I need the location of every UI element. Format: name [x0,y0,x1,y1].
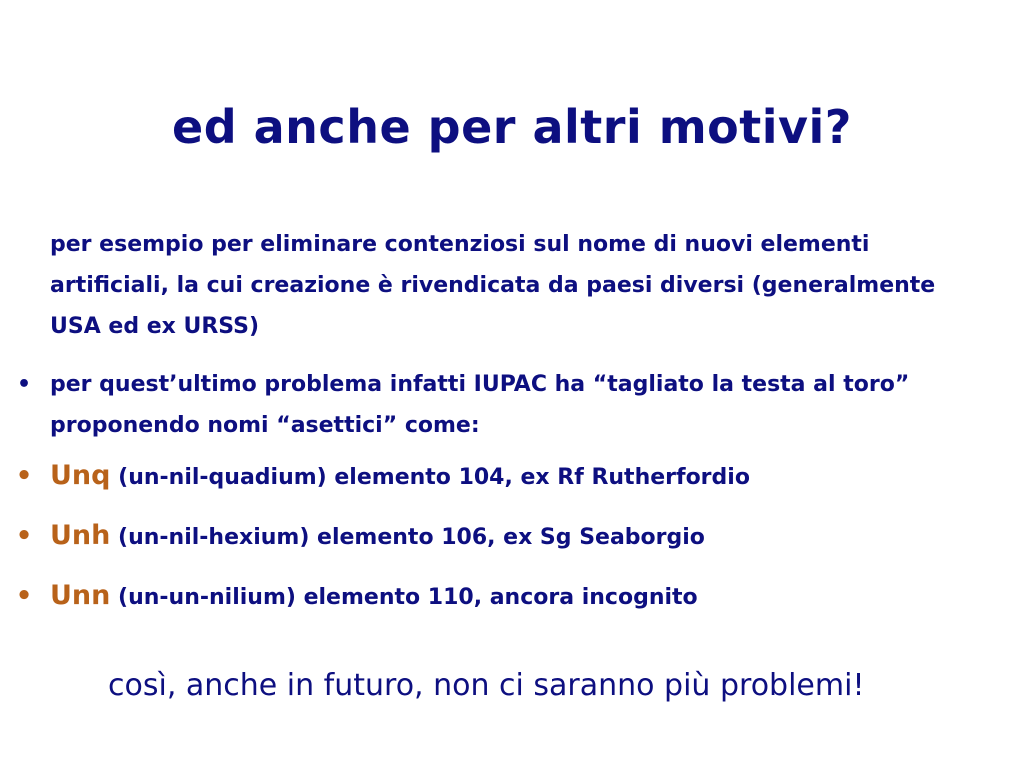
intro-paragraph: per esempio per eliminare contenziosi sul nome di nuovi elementi artificiali, la cui creazione è rivendicata da paesi diversi (generalmente USA ed ex URSS) [50,232,936,339]
slide-title: ed anche per altri motivi? [172,100,852,154]
bullet-marker: • [16,372,32,397]
element-code: Unn [50,580,111,611]
element-description: (un-nil-hexium) elemento 106, ex Sg Seaborgio [118,525,705,550]
element-description: (un-nil-quadium) elemento 104, ex Rf Rutherfordio [118,465,750,490]
bullet-marker: • [15,581,33,611]
bullet-content [50,518,1010,556]
bullet-marker: • [15,521,33,551]
element-description: (un-un-nilium) elemento 110, ancora incognito [118,585,698,610]
element-code: Unh [50,520,111,551]
element-code: Unq [50,460,111,491]
bullet-text: per quest’ultimo problema infatti IUPAC ha “tagliato la testa al toro” proponendo nomi “asettici” come: [50,372,910,438]
bullet-content [50,458,1010,496]
bullet-content [50,578,1010,616]
closing-statement: così, anche in futuro, non ci saranno più problemi! [108,668,865,703]
bullet-marker: • [15,461,33,491]
